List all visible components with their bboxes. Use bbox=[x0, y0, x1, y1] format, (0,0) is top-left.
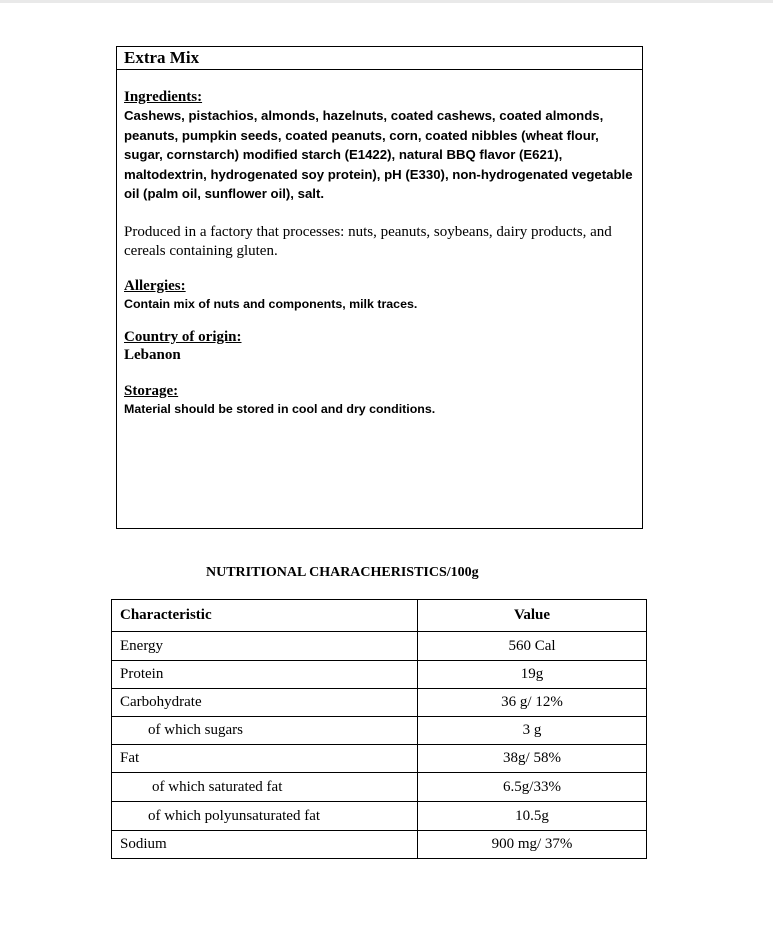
table-row bbox=[112, 831, 647, 859]
nutrition-title: NUTRITIONAL CHARACHERISTICS/100g bbox=[206, 565, 479, 580]
row-name: of which sugars bbox=[112, 717, 418, 745]
table-row bbox=[112, 689, 647, 717]
header-value: Value bbox=[418, 600, 647, 632]
allergies-text: Contain mix of nuts and components, milk traces. bbox=[124, 296, 418, 311]
row-name: of which saturated fat bbox=[112, 773, 418, 802]
table-row bbox=[112, 773, 647, 802]
top-bar bbox=[0, 0, 773, 3]
row-name: Carbohydrate bbox=[112, 689, 418, 717]
row-value: 19g bbox=[418, 661, 647, 689]
table-header-row bbox=[112, 600, 647, 632]
table-row bbox=[112, 717, 647, 745]
factory-text: Produced in a factory that processes: nuts, peanuts, soybeans, dairy products, and cereals containing gluten. bbox=[124, 223, 612, 259]
row-value: 36 g/ 12% bbox=[418, 689, 647, 717]
row-name: Protein bbox=[112, 661, 418, 689]
row-value: 6.5g/33% bbox=[418, 773, 647, 802]
table-row bbox=[112, 632, 647, 661]
product-label-box bbox=[116, 46, 643, 529]
table-row bbox=[112, 661, 647, 689]
row-value: 900 mg/ 37% bbox=[418, 831, 647, 859]
ingredients-heading: Ingredients: bbox=[124, 89, 203, 105]
row-name: Fat bbox=[112, 745, 418, 773]
storage-heading: Storage: bbox=[124, 382, 179, 399]
product-title: Extra Mix bbox=[117, 47, 642, 70]
storage-text: Material should be stored in cool and dry conditions. bbox=[124, 401, 436, 416]
row-name: of which polyunsaturated fat bbox=[112, 802, 418, 831]
row-value: 10.5g bbox=[418, 802, 647, 831]
row-value: 3 g bbox=[418, 717, 647, 745]
origin-heading: Country of origin: bbox=[124, 328, 242, 345]
allergies-heading: Allergies: bbox=[124, 277, 186, 294]
product-label-body bbox=[117, 70, 642, 418]
row-name: Energy bbox=[112, 632, 418, 661]
row-name: Sodium bbox=[112, 831, 418, 859]
row-value: 560 Cal bbox=[418, 632, 647, 661]
nutrition-table bbox=[111, 599, 647, 859]
row-value: 38g/ 58% bbox=[418, 745, 647, 773]
table-row bbox=[112, 745, 647, 773]
table-row bbox=[112, 802, 647, 831]
ingredients-text: Cashews, pistachios, almonds, hazelnuts, coated cashews, coated almonds, peanuts, pumpkin seeds, coated peanuts, corn, coated nibbles (wheat flour, sugar, cornstarch) modified starch (E1422), natural BBQ flavor (E621), maltodextrin, hydrogenated soy protein), pH (E330), non-hydrogenated vegetable oil (palm oil, sunflower oil), salt. bbox=[124, 108, 633, 201]
header-characteristic: Characteristic bbox=[112, 600, 418, 632]
origin-text: Lebanon bbox=[124, 346, 181, 363]
